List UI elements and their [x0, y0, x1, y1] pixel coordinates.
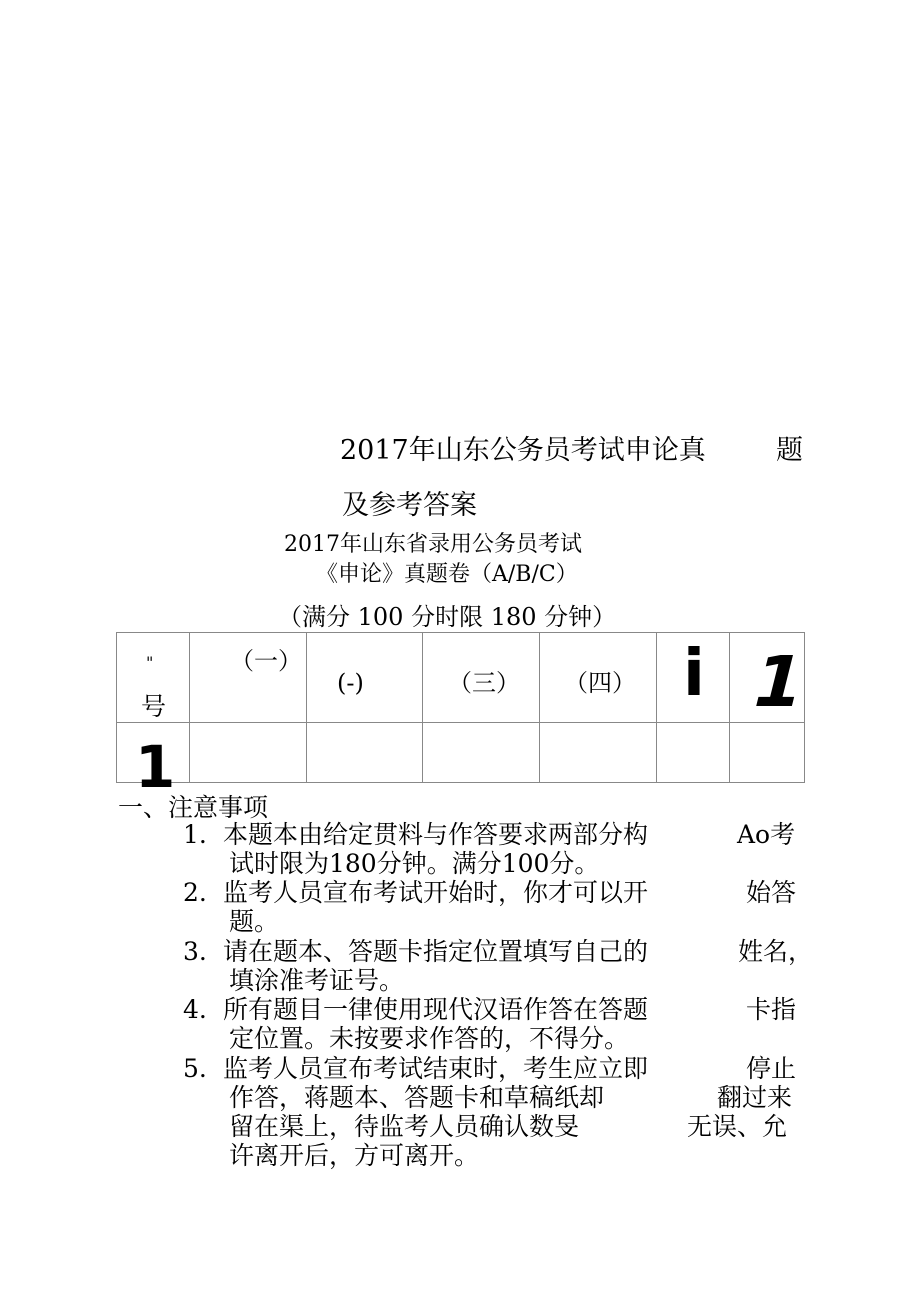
table-cell-part-1: （一） [190, 633, 307, 723]
table-cell-blank-7 [730, 723, 805, 783]
title-line-1-end: 题 [776, 435, 803, 466]
table-cell-blank-6 [657, 723, 730, 783]
item-number: 2. [183, 878, 207, 907]
title-line-1: 2017年山东公务员考试申论真 [340, 435, 706, 466]
subtitle-exam-name: 2017年山东省录用公务员考试 [284, 532, 582, 557]
table-cell-question-number [117, 633, 190, 723]
table-cell-blank-1: 1 [117, 723, 190, 783]
table-cell-blank-4 [423, 723, 540, 783]
item-number: 5. [183, 1054, 207, 1083]
cell-mark: " [146, 653, 154, 672]
subtitle-score-time: （满分 100 分时限 180 分钟） [278, 603, 617, 631]
list-item: 3. 请在题本、答题卡指定位置填写自己的 姓名， 填涂准考证号。 [183, 937, 814, 995]
table-cell-part-3: （三） [423, 633, 540, 723]
list-item: 5. 监考人员宣布考试结束时，考生应立即 停止 作答，蒋题本、答题卡和草稿纸却 翻过来 留在渠上，待监考人员确认数旻 无误、允 许离开后，方可离开。 [183, 1054, 797, 1170]
score-table-header-row [117, 633, 805, 723]
table-cell-part-4: （四） [540, 633, 657, 723]
cell-label-number: 号 [141, 692, 167, 721]
item-number: 3. [183, 937, 207, 966]
score-table [116, 632, 813, 801]
table-cell-mark-i: i [657, 633, 730, 723]
table-cell-part-2: (-) [307, 633, 423, 723]
subtitle-paper-name: 《申论》真题卷（A/B/C） [316, 562, 578, 587]
title-line-2: 及参考答案 [342, 490, 477, 521]
list-item: 4. 所有题目一律使用现代汉语作答在答题 卡指 定位置。未按要求作答的，不得分。 [183, 995, 797, 1053]
table-cell-blank-2 [190, 723, 307, 783]
item-number: 4. [183, 995, 207, 1024]
table-cell-blank-5 [540, 723, 657, 783]
table-cell-mark-1: 1 [730, 633, 805, 723]
table-cell-blank-3 [307, 723, 423, 783]
section-heading-notes: 一、注意事项 [118, 793, 269, 822]
item-number: 1. [183, 820, 207, 849]
score-table-blank-row [117, 723, 805, 783]
list-item: 2. 监考人员宣布考试开始时，你才可以开 始答 题。 [183, 878, 797, 936]
list-item: 1. 本题本由给定贯料与作答要求两部分构 Ao考 试时限为180分钟。满分100分。 [183, 820, 796, 878]
